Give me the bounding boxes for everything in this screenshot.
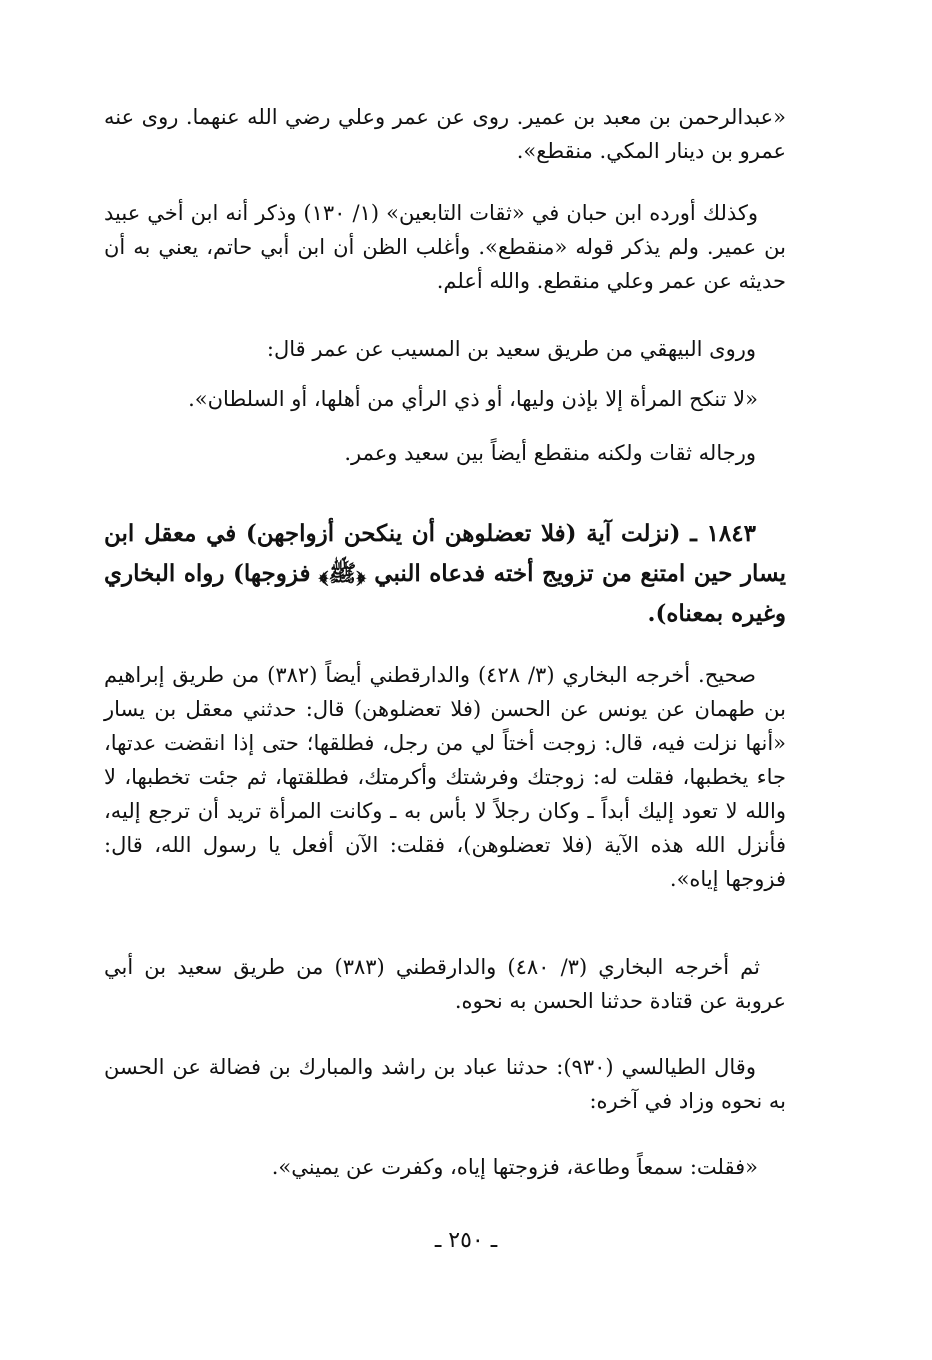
paragraph-ibn-hibban: وكذلك أورده ابن حبان في «ثقات التابعين» (١/ ١٣٠) وذكر أنه ابن أخي عبيد بن عمير. ولم يذكر قوله «منقطع». وأغلب الظن أن ابن أبي حاتم، يعني به أن حديثه عن عمر وعلي منقطع. والله أعلم.	[104, 201, 786, 293]
hadith-heading-1843: ١٨٤٣ ـ (نزلت آية (فلا تعضلوهن أن ينكحن أزواجهن) في معقل ابن يسار حين امتنع من تزويج أخته فدعاه النبي ﴿ﷺ﴾ فزوجها) رواه البخاري وغيره بمعناه).	[104, 520, 786, 627]
quote-final: «فقلت: سمعاً وطاعة، فزوجتها إياه، وكفرت عن يميني».	[271, 1155, 758, 1179]
paragraph-takhrij-second: ثم أخرجه البخاري (٣/ ٤٨٠) والدارقطني (٣٨٣) من طريق سعيد بن أبي عروبة عن قتادة حدثنا الحسن به نحوه.	[104, 955, 786, 1013]
quote-hadith-umar: «لا تنكح المرأة إلا بإذن وليها، أو ذي الرأي من أهلها، أو السلطان».	[188, 387, 758, 411]
paragraph-bayhaqi-intro: وروى البيهقي من طريق سعيد بن المسيب عن عمر قال:	[266, 337, 756, 361]
page-number: ـ ٢٥٠ ـ	[434, 1228, 498, 1253]
paragraph-takhrij-bukhari: صحيح. أخرجه البخاري (٣/ ٤٢٨) والدارقطني أيضاً (٣٨٢) من طريق إبراهيم بن طهمان عن يونس عن الحسن (فلا تعضلوهن) قال: حدثني معقل بن يسار «أنها نزلت فيه، قال: زوجت أختاً لي من رجل، فطلقها؛ حتى إذا انقضت عدتها، جاء يخطبها، فقلت له: زوجتك وفرشتك وأكرمتك، فطلقتها، ثم جئت تخطبها، لا والله لا تعود إليك أبداً ـ وكان رجلاً لا بأس به ـ وكانت المرأة تريد أن ترجع إليه، فأنزل الله هذه الآية (فلا تعضلوهن)، فقلت: الآن أفعل يا رسول الله، قال: فزوجها إياه».	[104, 663, 786, 891]
quote-paragraph-rijal: «عبدالرحمن بن معبد بن عمير. روى عن عمر وعلي رضي الله عنهما. روى عنه عمرو بن دينار المكي. منقطع».	[104, 105, 786, 163]
paragraph-tayalisi: وقال الطيالسي (٩٣٠): حدثنا عباد بن راشد والمبارك بن فضالة عن الحسن به نحوه وزاد في آخره:	[104, 1055, 786, 1113]
paragraph-rijal-note: ورجاله ثقات ولكنه منقطع أيضاً بين سعيد وعمر.	[344, 441, 756, 465]
